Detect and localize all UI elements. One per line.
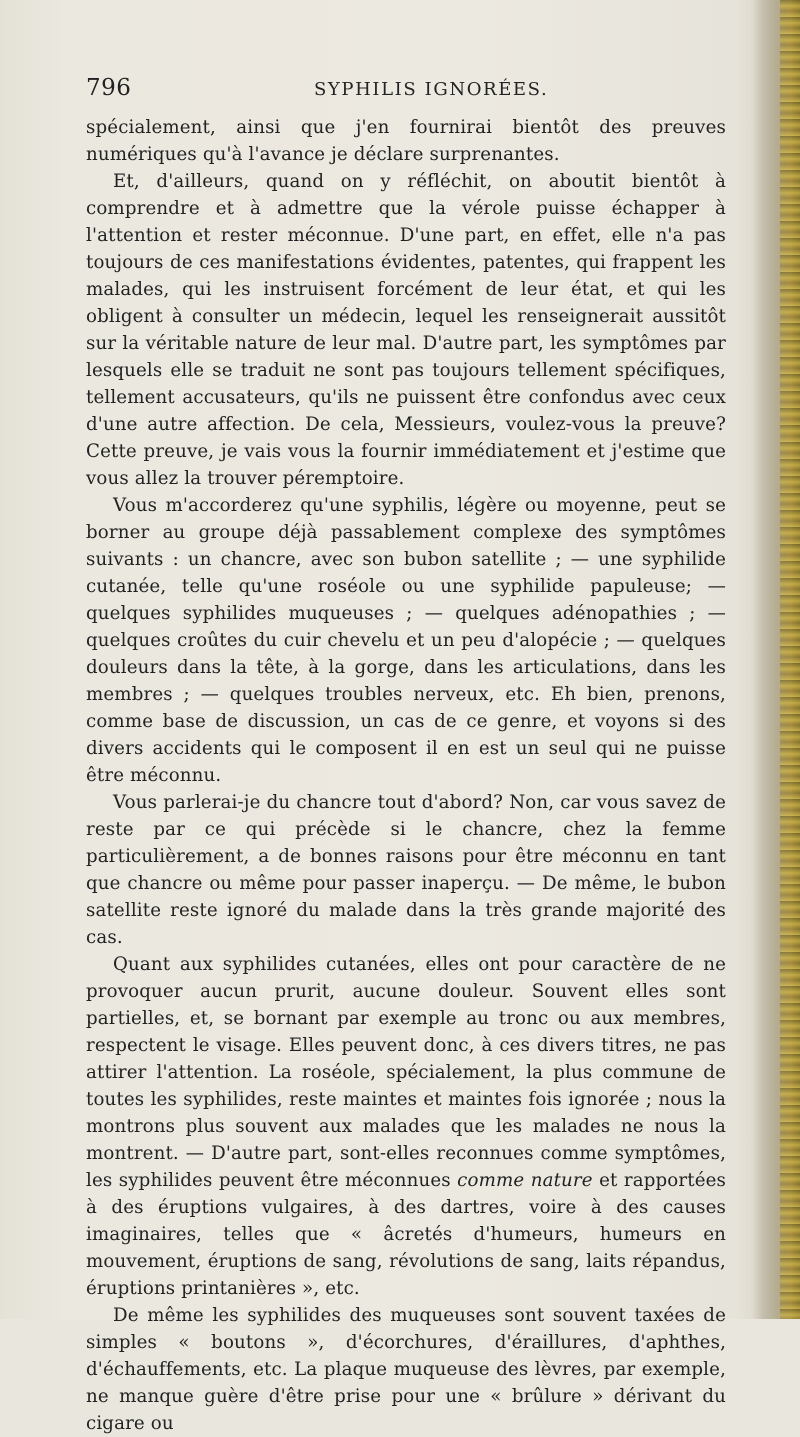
paragraph: spécialement, ainsi que j'en fournirai bientôt des preuves numériques qu'à l'avance je déclare surprenantes. [86,117,726,165]
paragraph [86,951,726,1302]
page-edge-shadow [752,0,800,1319]
paragraph-text: et rapportées à des éruptions vulgaires, à des dartres, voire à des causes imaginaires, telles que « âcretés d'humeurs, humeurs en mouvement, éruptions de sang, révolutions de sang, laits répandus, éruptions printanières », etc. [86,1170,726,1299]
paragraph: Et, d'ailleurs, quand on y réfléchit, on aboutit bientôt à comprendre et à admettre que la vérole puisse échapper à l'attention et rester méconnue. D'une part, en effet, elle n'a pas toujours de ces manifestations évidentes, patentes, qui frappent les malades, qui les instruisent forcément de leur état, et qui les obligent à consulter un médecin, lequel les renseignerait aussitôt sur la véritable nature de leur mal. D'autre part, les symptômes par lesquels elle se traduit ne sont pas toujours tellement spécifiques, tellement accusateurs, qu'ils ne puissent être confondus avec ceux d'une autre affection. De cela, Messieurs, voulez-vous la preuve? Cette preuve, je vais vous la fournir immédiatement et j'estime que vous allez la trouver péremptoire. [86,171,726,489]
italic-phrase: comme nature [457,1170,593,1191]
running-title: SYPHILIS IGNORÉES. [314,79,549,100]
page-number: 796 [86,75,132,101]
paragraph: Vous parlerai-je du chancre tout d'abord? Non, car vous savez de reste par ce qui précède si le chancre, chez la femme particulièrement, a de bonnes raisons pour être méconnu en tant que chancre ou même pour passer inaperçu. — De même, le bubon satellite reste ignoré du malade dans la très grande majorité des cas. [86,792,726,948]
page-header [86,75,726,107]
body-text [86,114,726,1437]
paragraph: De même les syphilides des muqueuses sont souvent taxées de simples « boutons », d'écorchures, d'éraillures, d'aphthes, d'échauffements, etc. La plaque muqueuse des lèvres, par exemple, ne manque guère d'être prise pour une « brûlure » dérivant du cigare ou [86,1305,726,1434]
paragraph: Vous m'accorderez qu'une syphilis, légère ou moyenne, peut se borner au groupe déjà passablement complexe des symptômes suivants : un chancre, avec son bubon satellite ; — une syphilide cutanée, telle qu'une roséole ou une syphilide papuleuse; — quelques syphilides muqueuses ; — quelques adénopathies ; — quelques croûtes du cuir chevelu et un peu d'alopécie ; — quelques douleurs dans la tête, à la gorge, dans les articulations, dans les membres ; — quelques troubles nerveux, etc. Eh bien, prenons, comme base de discussion, un cas de ce genre, et voyons si des divers accidents qui le composent il en est un seul qui ne puisse être méconnu. [86,495,726,786]
paragraph-text: Quant aux syphilides cutanées, elles ont pour caractère de ne provoquer aucun prurit, aucune douleur. Souvent elles sont partielles, et, se bornant par exemple au tronc ou aux membres, respectent le visage. Elles peuvent donc, à ces divers titres, ne pas attirer l'attention. La roséole, spécialement, la plus commune de toutes les syphilides, reste maintes et maintes fois ignorée ; nous la montrons plus souvent aux malades que les malades ne nous la montrent. — D'autre part, sont-elles reconnues comme symptômes, les syphilides peuvent être méconnues [86,954,726,1191]
